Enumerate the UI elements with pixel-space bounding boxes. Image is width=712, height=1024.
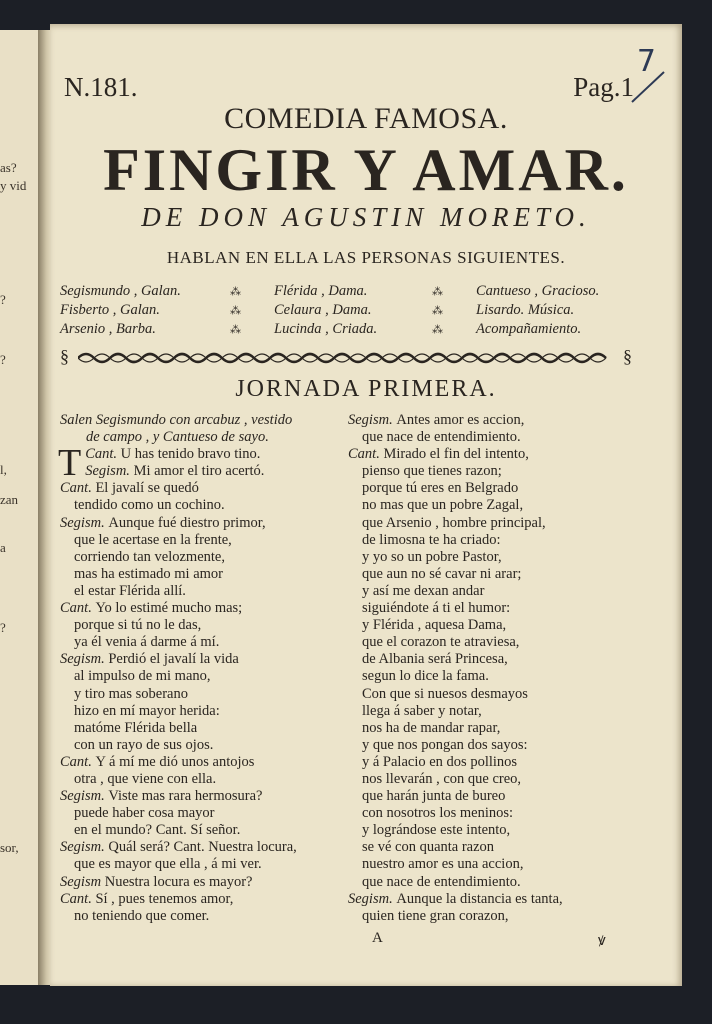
verse-text: Sí , pues tenemos amor,	[95, 890, 234, 907]
character: Lisardo. Música.	[476, 302, 575, 318]
speaker-label: Cant.	[60, 753, 96, 770]
verse-text: Nuestra locura es mayor?	[104, 873, 253, 890]
asterism-icon: ⁂	[432, 323, 443, 336]
speaker-label: Cant.	[60, 890, 96, 907]
verse-line	[60, 651, 340, 668]
verse-line: con un rayo de sus ojos.	[74, 736, 214, 753]
catchword: ꝟ	[598, 933, 606, 949]
verse-line: siguiéndote á ti el humor:	[362, 600, 511, 617]
scroll-ornament-icon	[78, 350, 614, 366]
characters-heading: HABLAN EN ELLA LAS PERSONAS SIGUIENTES.	[166, 248, 566, 267]
ornamental-rule	[60, 348, 632, 368]
verse-line	[348, 446, 648, 463]
verse-line: y tiro mas soberano	[74, 685, 188, 702]
characters-col-2	[274, 282, 377, 339]
book-page	[50, 24, 682, 986]
character: Cantueso , Gracioso.	[476, 283, 600, 299]
facing-page-fragment: as?	[0, 160, 17, 175]
character: Fisberto , Galan.	[60, 302, 160, 318]
asterism-icon: ⁂	[432, 304, 443, 317]
asterism-icon: ⁂	[230, 323, 241, 336]
handwritten-slash	[628, 66, 668, 106]
act-heading: JORNADA PRIMERA.	[235, 376, 497, 402]
section-sign-icon: §	[623, 346, 632, 366]
speaker-label: Segism.	[60, 651, 109, 668]
verse-line: no mas que un pobre Zagal,	[362, 497, 524, 514]
verse-text: Perdió el javalí la vida	[108, 651, 239, 668]
facing-page-fragment: zan	[0, 492, 19, 507]
characters-col-1	[60, 282, 181, 339]
verse-line	[60, 788, 340, 805]
verse-text: Mi amor el tiro acertó.	[133, 463, 265, 480]
speaker-label: Segism.	[348, 412, 397, 428]
verse-text: Antes amor es accion,	[396, 412, 525, 428]
verse-text: U has tenido bravo tino.	[120, 446, 261, 463]
speaker-label: Segism	[60, 873, 105, 890]
verse-line: hizo en mí mayor herida:	[74, 702, 220, 719]
facing-page-fragment: a	[0, 540, 6, 555]
verse-line	[348, 412, 648, 429]
verse-line: que es mayor que ella , á mi ver.	[74, 856, 262, 873]
verse-line: al impulso de mi mano,	[74, 668, 211, 685]
asterism-icon: ⁂	[230, 304, 241, 317]
character: Arsenio , Barba.	[60, 321, 156, 337]
verse-line: y que nos pongan dos sayos:	[362, 736, 528, 753]
verse-line: matóme Flérida bella	[74, 719, 198, 736]
verse-line: porque si tú no le das,	[74, 617, 202, 634]
verse-line: no teniendo que comer.	[74, 907, 210, 924]
verse-line: puede haber cosa mayor	[74, 805, 215, 822]
verse-line	[60, 600, 340, 617]
comedy-number: N.181.	[64, 72, 138, 102]
character: Acompañamiento.	[476, 321, 582, 337]
verse-line: que le acertase en la frente,	[74, 531, 232, 548]
comedia-heading: COMEDIA FAMOSA.	[224, 102, 508, 135]
verse-line	[60, 839, 340, 856]
speaker-label: Segism.	[85, 463, 134, 480]
verse-text: Mirado el fin del intento,	[383, 446, 529, 463]
verse-line: segun lo dice la fama.	[362, 668, 489, 685]
verse-line	[60, 874, 340, 891]
verse-line: y lográndose este intento,	[362, 822, 511, 839]
facing-page-fragment: ?	[0, 352, 6, 367]
verse-line	[60, 463, 340, 480]
speaker-label: Segism.	[60, 839, 109, 856]
verse-line: se vé con quanta razon	[362, 839, 495, 856]
page-number: Pag.1	[573, 72, 634, 102]
verse-text: Y á mí me dió unos antojos	[95, 753, 255, 770]
signature-mark: A	[372, 930, 383, 946]
character: Flérida , Dama.	[274, 283, 368, 299]
verse-text: Aunque fué diestro primor,	[108, 514, 266, 531]
facing-page-edge	[0, 30, 41, 985]
speaker-label: Cant.	[85, 446, 121, 463]
verse-line: que harán junta de bureo	[362, 788, 506, 805]
character: Celaura , Dama.	[274, 302, 372, 318]
verse-text: Aunque la distancia es tanta,	[396, 890, 563, 907]
verse-line	[348, 891, 648, 908]
character: Segismundo , Galan.	[60, 283, 181, 299]
verse-line: el estar Flérida allí.	[74, 582, 186, 599]
speaker-label: Cant.	[60, 480, 96, 497]
verse-line	[60, 754, 340, 771]
verse-line: pienso que tienes razon;	[362, 463, 502, 480]
verse-line: ya él venia á darme á mí.	[74, 634, 220, 651]
speaker-label: Segism.	[60, 514, 109, 531]
star-dividers-1	[230, 282, 241, 339]
verse-text: Quál será? Cant. Nuestra locura,	[108, 839, 297, 856]
speaker-label: Cant.	[348, 446, 384, 463]
verse-line: corriendo tan velozmente,	[74, 548, 225, 565]
asterism-icon: ⁂	[230, 285, 241, 298]
verse-line: y Flérida , aquesa Dama,	[362, 617, 507, 634]
verse-line: llega á saber y notar,	[362, 702, 482, 719]
star-dividers-2	[432, 282, 443, 339]
verse-line: quien tiene gran corazon,	[362, 907, 509, 924]
speaker-label: Cant.	[60, 600, 96, 617]
verse-line: en el mundo? Cant. Sí señor.	[74, 822, 241, 839]
verse-line: que nace de entendimiento.	[362, 873, 521, 890]
author-line: DE DON AGUSTIN MORETO.	[141, 202, 591, 232]
facing-page-fragment: ?	[0, 292, 6, 307]
section-sign-icon: §	[60, 346, 69, 366]
verse-line: tendido como un cochino.	[74, 497, 225, 514]
verse-text: Yo lo estimé mucho mas;	[95, 600, 243, 617]
facing-page-fragment: ?	[0, 620, 6, 635]
facing-page-fragment: l,	[0, 462, 7, 477]
character: Lucinda , Criada.	[274, 321, 378, 337]
verse-line: Con que si nuesos desmayos	[362, 685, 528, 702]
verse-line: Salen Segismundo con arcabuz , vestido	[60, 412, 293, 428]
verse-line: que aun no sé cavar ni arar;	[362, 565, 522, 582]
verse-line	[60, 480, 340, 497]
text-column-left	[60, 412, 340, 925]
verse-line: y yo so un pobre Pastor,	[362, 548, 502, 565]
play-title: FINGIR Y AMAR.	[103, 137, 629, 203]
drop-cap: T	[58, 442, 82, 485]
verse-line	[60, 515, 340, 532]
verse-line: de campo , y Cantueso de sayo.	[86, 429, 269, 446]
verse-line: que el corazon te atraviesa,	[362, 634, 520, 651]
verse-line: de limosna te ha criado:	[362, 531, 501, 548]
verse-line: de Albania será Princesa,	[362, 651, 508, 668]
verse-line: y á Palacio en dos pollinos	[362, 753, 518, 770]
verse-line: nuestro amor es una accion,	[362, 856, 524, 873]
verse-text: Viste mas rara hermosura?	[108, 788, 263, 805]
verse-text: El javalí se quedó	[95, 480, 199, 497]
verse-line: nos ha de mandar rapar,	[362, 719, 501, 736]
handwritten-page-number: 7	[636, 44, 656, 79]
text-column-right	[348, 412, 648, 925]
facing-page-fragment: y vid	[0, 178, 27, 193]
speaker-label: Segism.	[60, 788, 109, 805]
verse-line: otra , que viene con ella.	[74, 770, 217, 787]
characters-col-3	[476, 282, 599, 339]
speaker-label: Segism.	[348, 890, 397, 907]
verse-line	[60, 891, 340, 908]
facing-page-fragment: sor,	[0, 840, 19, 855]
asterism-icon: ⁂	[432, 285, 443, 298]
verse-line: y así me dexan andar	[362, 582, 485, 599]
verse-line: porque tú eres en Belgrado	[362, 480, 519, 497]
verse-line: que Arsenio , hombre principal,	[362, 514, 546, 531]
verse-line: mas ha estimado mi amor	[74, 565, 223, 582]
verse-line: que nace de entendimiento.	[362, 429, 521, 446]
verse-line: nos llevarán , con que creo,	[362, 770, 522, 787]
verse-line: con nosotros los meninos:	[362, 805, 514, 822]
